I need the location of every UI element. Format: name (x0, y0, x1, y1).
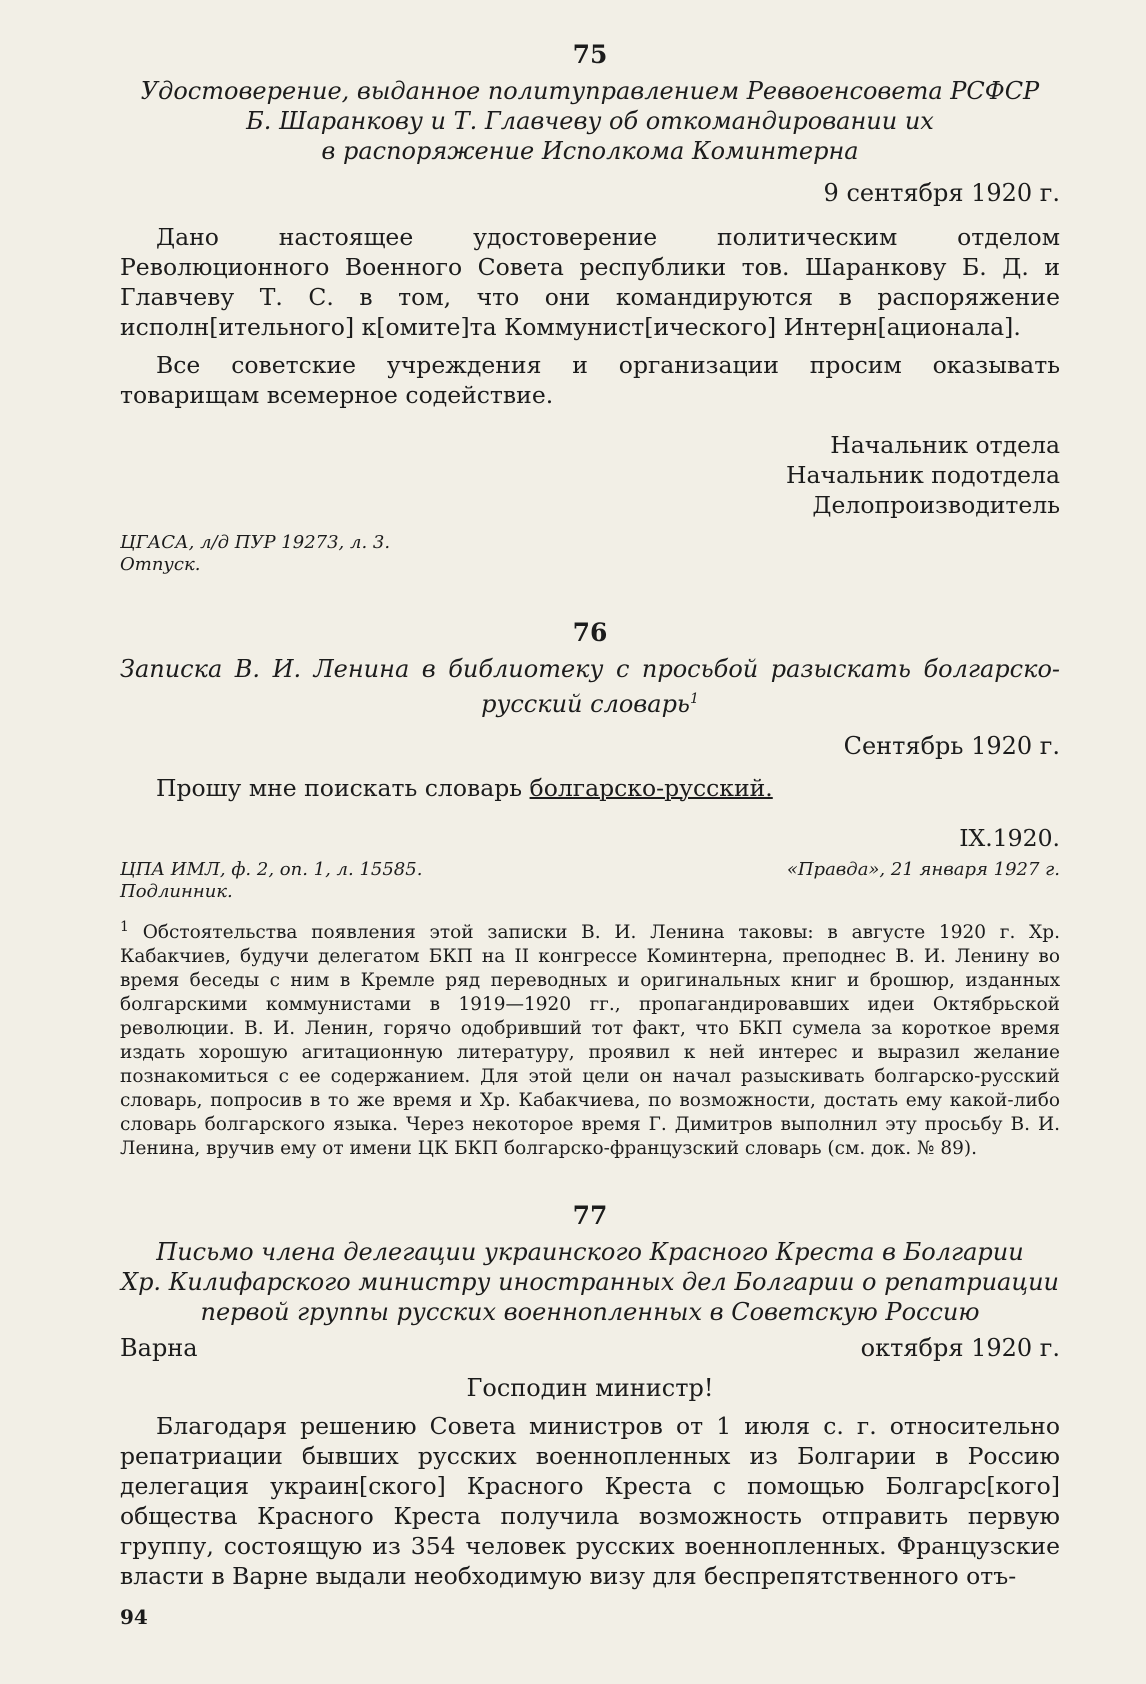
footnote-marker: 1 (120, 919, 129, 935)
archive-note: Отпуск. (120, 554, 201, 575)
doc-date-76: Сентябрь 1920 г. (843, 732, 1060, 760)
title-line: Удостоверение, выданное политуправлением Реввоенсовета РСФСР (140, 77, 1040, 105)
paragraph: Прошу мне поискать словарь болгарско-русский. (156, 774, 773, 802)
archive-ref-76 (120, 859, 1060, 903)
archive-ref-75 (120, 532, 1060, 576)
salutation: Господин министр! (466, 1374, 714, 1403)
footnote-text: Обстоятельства появления этой записки В. И. Ленина таковы: в августе 1920 г. Хр. Кабакчиев, будучи делегатом БКП на II конгрессе Коминтерна, преподнес В. И. Ленину во время беседы с ним в Кремле ряд переводных и оригинальных книг и брошюр, изданных болгарскими коммунистами в 1919—1920 гг., пропагандировавших идеи Октябрьской революции. В. И. Ленин, горячо одобривший тот факт, что БКП сумела за короткое время издать хорошую агитационную литературу, проявил к ней интерес и выразил желание познакомиться с ее содержанием. Для этой цели он начал разыскивать болгарско-русский словарь, попросив в то же время и Хр. Кабакчиева, по возможности, достать ему какой-либо словарь болгарского языка. Через некоторое время Г. Димитров выполнил эту просьбу В. И. Ленина, вручив ему от имени ЦК БКП болгарско-французский словарь (см. док. № 89). (120, 922, 1060, 1160)
doc-title-77 (120, 1237, 1060, 1327)
title-line: русский словарь$^1$ (481, 690, 699, 718)
paragraph: Дано настоящее удостоверение политическим отделом Революционного Военного Совета республики тов. Шаранкову Б. Д. и Главчеву Т. С. в том, что они командируются в распоряжение исполн[ительного] к[омите]та Коммунист[ического] Интерн[ационала]. (120, 223, 1060, 341)
page-content (120, 40, 1060, 1591)
doc-number-76: 76 (572, 618, 608, 647)
signatures-75 (120, 430, 1060, 520)
title-line: Письмо члена делегации украинского Красного Креста в Болгарии (156, 1238, 1024, 1267)
page-number: 94 (120, 1605, 148, 1629)
doc-title-76 (120, 654, 1060, 719)
doc-body-75 (120, 222, 1060, 410)
paragraph: Благодаря решению Совета министров от 1 июля с. г. относительно репатриации бывших русских военнопленных из Болгарии в Россию делегация украин[ского] Красного Креста с помощью Болгарс[кого] общества Красного Креста получила возможность отправить первую группу, состоящую из 354 человек русских военнопленных. Французские власти в Варне выдали необходимую визу для беспрепятственного отъ- (120, 1412, 1060, 1591)
signature-line: Начальник подотдела (785, 461, 1060, 489)
paragraph: Все советские учреждения и организации просим оказывать товарищам всемерное содействие. (120, 351, 1060, 409)
doc-body-76 (120, 773, 1060, 803)
footnote-marker: 1 (690, 691, 699, 707)
publication-ref: «Правда», 21 января 1927 г. (786, 859, 1060, 880)
doc-date-77: октября 1920 г. (860, 1334, 1060, 1363)
doc-date-75: 9 сентября 1920 г. (823, 179, 1060, 207)
doc-body-77 (120, 1411, 1060, 1591)
title-line: в распоряжение Исполкома Коминтерна (321, 137, 859, 165)
title-line: Хр. Килифарского министру иностранных дел Болгарии о репатриации (120, 1268, 1059, 1297)
doc-title-75 (120, 76, 1060, 166)
place: Варна (120, 1334, 198, 1363)
place-date-77 (120, 1333, 1060, 1363)
doc-number-77: 77 (572, 1201, 608, 1231)
title-line: первой группы русских военнопленных в Советскую Россию (200, 1298, 980, 1327)
title-line: Записка В. И. Ленина в библиотеку с просьбой разыскать болгарско- (120, 655, 1060, 683)
signature-line: Начальник отдела (830, 431, 1060, 459)
footnote (120, 915, 1060, 1161)
underlined-text: болгарско-русский. (529, 774, 773, 802)
doc-number-75: 75 (572, 40, 608, 69)
title-line: Б. Шаранкову и Т. Главчеву об откомандировании их (246, 107, 934, 135)
signature-line: Делопроизводитель (812, 491, 1060, 519)
archive-note: Подлинник. (120, 881, 233, 902)
archive-source: ЦГАСА, л/д ПУР 19273, л. 3. (120, 532, 391, 553)
archive-source: ЦПА ИМЛ, ф. 2, оп. 1, л. 15585. (120, 859, 423, 880)
sign-date-76: IX.1920. (959, 824, 1060, 852)
